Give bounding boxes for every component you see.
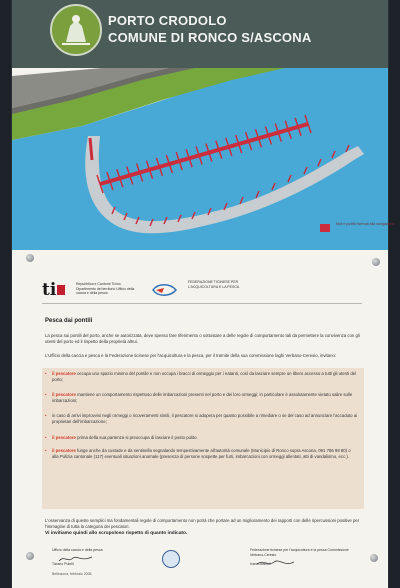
municipal-emblem-icon bbox=[50, 4, 102, 56]
page-title: PORTO CRODOLO bbox=[108, 13, 227, 28]
screw-icon bbox=[26, 552, 34, 560]
rule-item: • il pescatore occupa uno spazio minimo del pontile e non occupa i bracci di ormeggio per i natanti, così da lasciare sempre un libero accesso a tutti gli utenti del porto; bbox=[45, 371, 357, 383]
header-band bbox=[12, 0, 388, 68]
intro-paragraph: La pesca sui pontili del porto, anche se autorizzata, deve spesso fare riferimento o sottostare a delle regole di comportamento tali da permettere la convivenza con gli utenti del porto ed il rispetto della proprietà altrui. bbox=[45, 333, 360, 345]
signature-left-org: Ufficio della caccia e della pesca Tiziano Putelli bbox=[52, 548, 103, 566]
canton-logo: ti bbox=[42, 280, 65, 300]
screw-icon bbox=[370, 554, 378, 562]
screw-icon bbox=[372, 258, 380, 266]
info-sign-board bbox=[12, 0, 395, 588]
closing-emphasis: Vi invitiamo quindi allo scrupoloso rispetto di quanto indicato. bbox=[45, 531, 188, 536]
rules-box bbox=[42, 368, 364, 509]
stamp-icon bbox=[162, 550, 180, 568]
fish-logo-icon bbox=[150, 282, 180, 298]
signature-right-scrawl bbox=[256, 558, 296, 568]
intro-paragraph-2: L'Ufficio della caccia e pesca e la Federazione ticinese per l'acquicoltura e la pesca, per il tramite della sua commissione laghi Verbano-Ceresio, invitano: bbox=[45, 353, 337, 358]
federation-text: FEDERAZIONE TICINESE PER L'ACQUICOLTURA E LA PESCA bbox=[188, 280, 240, 289]
signature-left-scrawl bbox=[58, 554, 94, 564]
map-legend: Moli e pontili riservati alla navigazione bbox=[336, 222, 395, 226]
rule-item: • il pescatore prima della sua partenza si preoccupa di lasciare il posto pulito. bbox=[45, 435, 198, 440]
canton-office-text: Repubblica e Cantone Ticino Dipartimento del territorio Ufficio della caccia e della pesca bbox=[76, 282, 135, 295]
legend-swatch bbox=[320, 224, 330, 232]
logo-row bbox=[42, 278, 362, 304]
rule-item: • il pescatore funge anche da custode e da sentinella segnalando tempestivamente all'autorità comunale (Municipio di Ronco sopra Ascona, 091 786 98 80) o alla Polizia cantonale (117) eventuali situazioni anomale (presenza di persone sospette per furti, imbarcazioni con ormeggi allentati, atti di vandalismo, ecc.). bbox=[45, 448, 351, 460]
signature-right-org: Federazione ticinese per l'acquicoltura e la pesca Commissione Verbano-Ceresio Ivano Maffioli bbox=[250, 548, 349, 566]
page-subtitle: COMUNE DI RONCO S/ASCONA bbox=[108, 30, 312, 45]
closing-paragraph: L'osservanza di queste semplici ma fondamentali regole di comportamento non potrà che portare ad un miglioramento dei rapporti con delle ripercussioni positive per l'immagine di tutta la categoria dei pescatori. bbox=[45, 518, 360, 530]
screw-icon bbox=[26, 254, 34, 262]
section-title: Pesca dai pontili bbox=[45, 318, 93, 324]
rule-item: • in caso di arrivi improvvisi negli ormeggi o ricoveramenti simili, il pescatore si adopera per quanto possibile a rimediare o se del caso ad annunciare l'accaduto ai proprietari dell'imbarcazione; bbox=[45, 413, 358, 425]
divider bbox=[42, 303, 362, 304]
issue-date: Bellinzona, febbraio 2008 bbox=[52, 572, 92, 576]
rule-item: • il pescatore mantiene un comportamento rispettoso delle imbarcazioni presenti nel porto e dei loro ormeggi; in particolare è assolutamente vietato salire sulle imbarcazioni; bbox=[45, 392, 353, 404]
